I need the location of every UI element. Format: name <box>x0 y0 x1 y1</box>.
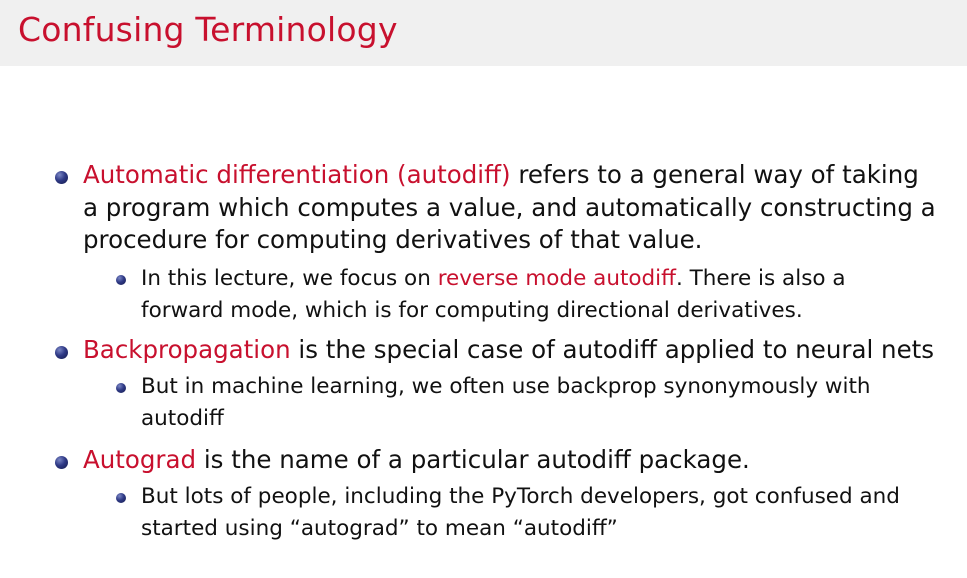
term-autodiff: Automatic differentiation (autodiff) <box>83 160 511 189</box>
slide-title: Confusing Terminology <box>18 10 398 49</box>
bullet-text: is the special case of autodiff applied to neural nets <box>290 335 935 364</box>
term-autograd: Autograd <box>83 445 197 474</box>
bullet-line: procedure for computing derivatives of that value. <box>83 225 703 254</box>
sub-bullet-text: . There is also a <box>675 266 846 291</box>
sub-bullet-line: But in machine learning, we often use backprop synonymously with <box>141 374 871 399</box>
sub-bullet-icon <box>116 493 126 503</box>
term-reverse-mode: reverse mode autodiff <box>437 266 676 291</box>
sub-bullet-item-pytorch <box>141 481 900 545</box>
bullet-icon <box>55 456 68 469</box>
sub-bullet-line <box>141 263 846 295</box>
sub-bullet-line: started using “autograd” to mean “autodiff” <box>141 516 618 541</box>
sub-bullet-item-reverse-mode <box>141 263 846 327</box>
bullet-line <box>83 444 750 477</box>
bullet-text: refers to a general way of taking <box>510 160 919 189</box>
bullet-item-autograd <box>83 444 750 477</box>
sub-bullet-icon <box>116 383 126 393</box>
bullet-line <box>83 334 934 367</box>
bullet-text: is the name of a particular autodiff package. <box>196 445 750 474</box>
bullet-icon <box>55 346 68 359</box>
bullet-line <box>83 159 936 192</box>
bullet-item-backprop <box>83 334 934 367</box>
sub-bullet-line: But lots of people, including the PyTorch developers, got confused and <box>141 484 900 509</box>
bullet-icon <box>55 171 68 184</box>
bullet-item-autodiff <box>83 159 936 257</box>
sub-bullet-item-backprop-synonym <box>141 371 871 435</box>
sub-bullet-line: autodiff <box>141 406 224 431</box>
bullet-line: a program which computes a value, and automatically constructing a <box>83 192 936 222</box>
sub-bullet-line: forward mode, which is for computing directional derivatives. <box>141 298 803 323</box>
sub-bullet-icon <box>116 275 126 285</box>
sub-bullet-text: In this lecture, we focus on <box>141 266 438 291</box>
term-backpropagation: Backpropagation <box>83 335 291 364</box>
